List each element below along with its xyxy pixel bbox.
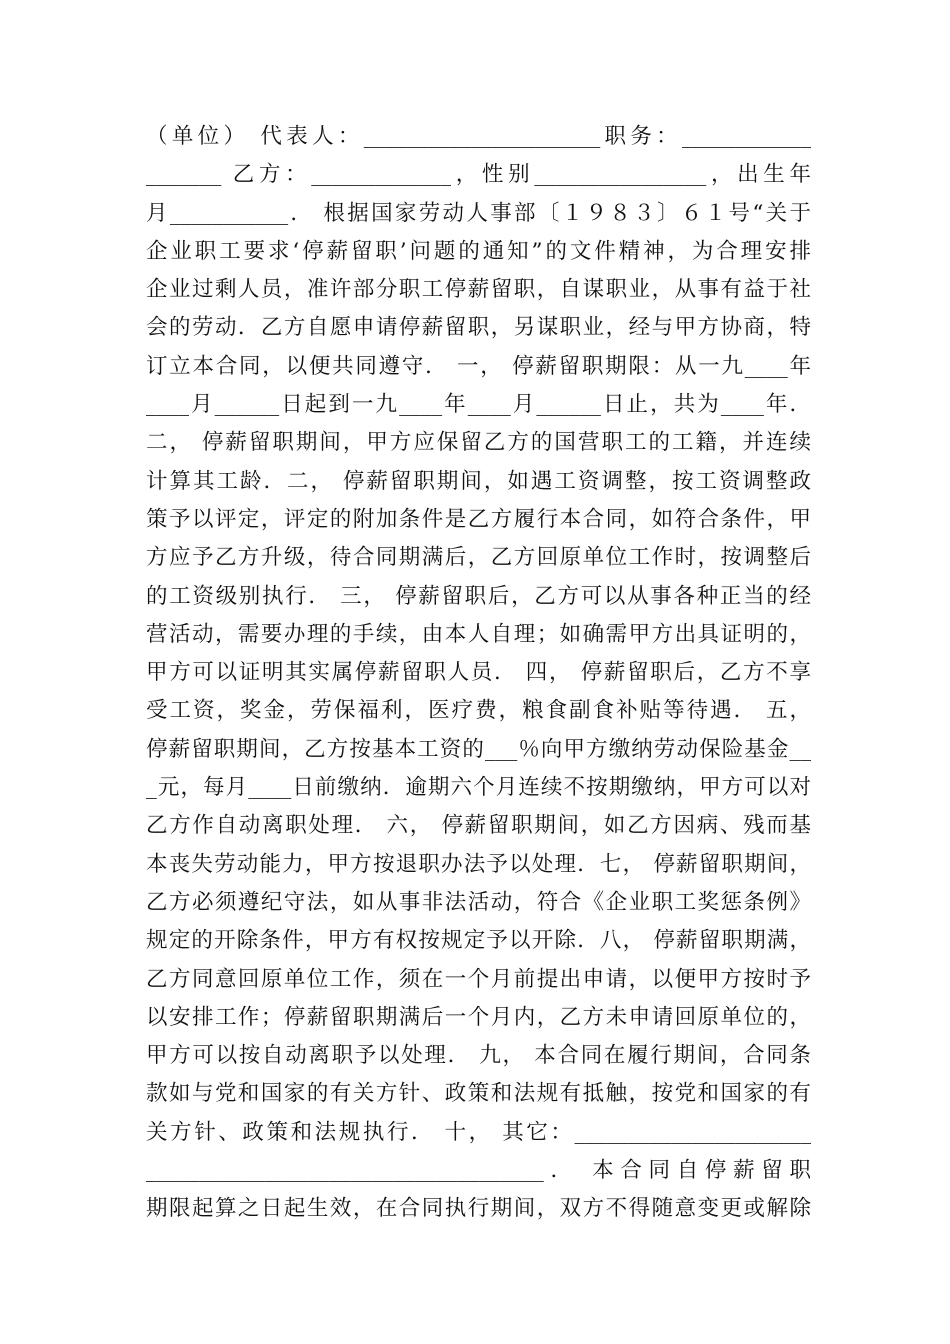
- text-line: 甲方可以按自动离职予以处理． 九， 本合同在履行期间，合同条: [146, 1043, 811, 1069]
- text-line: 方应予乙方升级，待合同期满后，乙方回原单位工作时，按调整后: [146, 545, 811, 571]
- text-line: 甲方可以证明其实属停薪留职人员． 四， 停薪留职后，乙方不享: [146, 660, 811, 686]
- text-line: 以安排工作；停薪留职期满后一个月内，乙方未申请回原单位的，: [146, 1004, 811, 1030]
- text-line: （单位） 代表人：______________________职务：____________: [146, 124, 811, 149]
- text-line: 关方针、政策和法规执行． 十， 其它：______________________: [146, 1119, 811, 1145]
- text-line: 乙方同意回原单位工作，须在一个月前提出申请，以便甲方按时予: [146, 966, 811, 992]
- contract-body-text: [146, 118, 811, 1229]
- text-line: 营活动，需要办理的手续，由本人自理；如确需甲方出具证明的，: [146, 621, 811, 647]
- text-line: 会的劳动．乙方自愿申请停薪留职，另谋职业，经与甲方协商，特: [146, 315, 811, 341]
- text-line: 停薪留职期间，乙方按基本工资的___％向甲方缴纳劳动保险基金__: [146, 736, 811, 762]
- text-line: _元，每月____日前缴纳．逾期六个月连续不按期缴纳，甲方可以对: [146, 775, 811, 801]
- text-line: 订立本合同，以便共同遵守． 一， 停薪留职期限：从一九____年: [146, 353, 811, 379]
- text-line: 本丧失劳动能力，甲方按退职办法予以处理．七， 停薪留职期间，: [146, 851, 811, 877]
- text-line: 月___________． 根据国家劳动人事部〔１９８３〕６１号“关于: [146, 200, 811, 226]
- text-line: 的工资级别执行． 三， 停薪留职后，乙方可以从事各种正当的经: [146, 583, 811, 609]
- text-line: 计算其工龄．二， 停薪留职期间，如遇工资调整，按工资调整政: [146, 468, 811, 494]
- text-line: _______ 乙方：_____________，性别________________，出生年: [146, 162, 811, 188]
- text-line: 款如与党和国家的有关方针、政策和法规有抵触，按党和国家的有: [146, 1081, 811, 1107]
- text-line: 策予以评定，评定的附加条件是乙方履行本合同，如符合条件，甲: [146, 506, 811, 532]
- text-line: 期限起算之日起生效，在合同执行期间，双方不得随意变更或解除: [146, 1196, 811, 1222]
- text-line: 企业过剩人员，准许部分职工停薪留职，自谋职业，从事有益于社: [146, 277, 811, 303]
- text-line: _____________________________________． 本合同自停薪留职: [146, 1158, 811, 1184]
- text-line: 乙方必须遵纪守法，如从事非法活动，符合《企业职工奖惩条例》: [146, 889, 811, 915]
- text-line: ____月______日起到一九____年____月______日止，共为____年．: [146, 392, 811, 418]
- text-line: 受工资，奖金，劳保福利，医疗费，粮食副食补贴等待遇． 五，: [146, 698, 811, 724]
- text-line: 企业职工要求‘停薪留职’问题的通知”的文件精神，为合理安排: [146, 238, 811, 264]
- text-line: 乙方作自动离职处理． 六， 停薪留职期间，如乙方因病、残而基: [146, 813, 811, 839]
- text-line: 规定的开除条件，甲方有权按规定予以开除．八， 停薪留职期满，: [146, 928, 811, 954]
- text-line: 二， 停薪留职期间，甲方应保留乙方的国营职工的工籍，并连续: [146, 430, 811, 456]
